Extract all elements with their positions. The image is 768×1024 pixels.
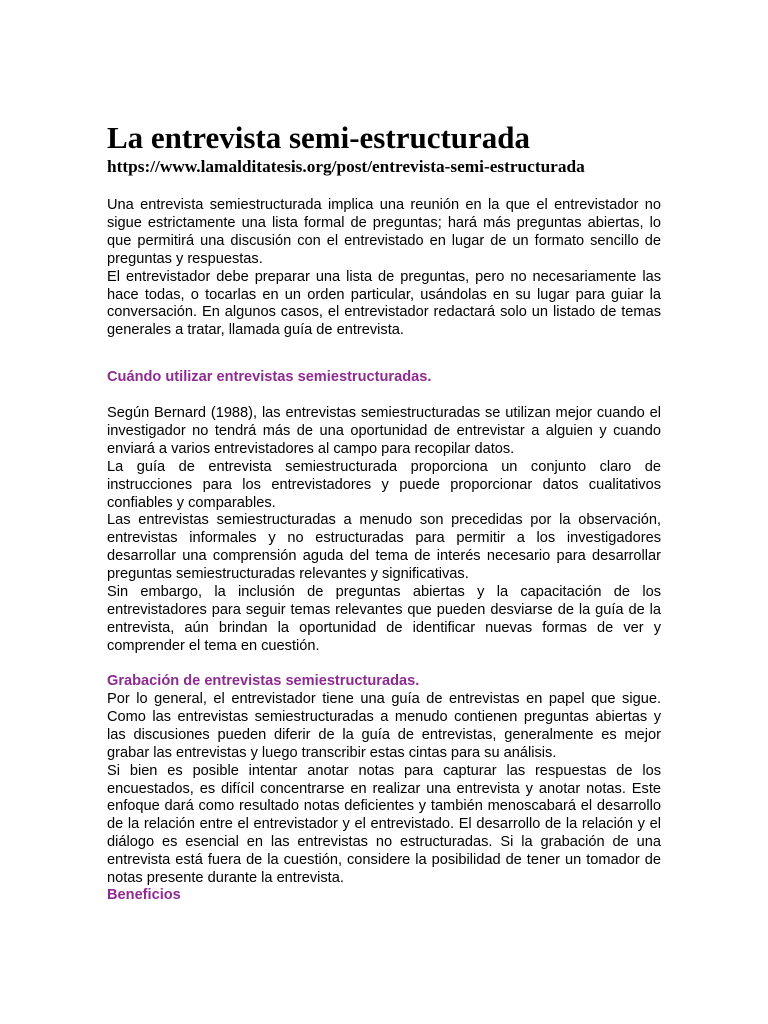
section-paragraph: Sin embargo, la inclusión de preguntas abiertas y la capacitación de los entrevistadores para seguir temas relevantes que pueden desviarse de la guía de la entrevista, aún brindan la oportunidad de identificar nuevas formas de ver y comprender el tema en cuestión. bbox=[107, 584, 661, 654]
intro-paragraph: Una entrevista semiestructurada implica una reunión en la que el entrevistador no sigue estrictamente una lista formal de preguntas; hará más preguntas abiertas, lo que permitirá una discusión con el entrevistado en lugar de un formato sencillo de preguntas y respuestas. bbox=[107, 197, 661, 267]
document-title: La entrevista semi-estructurada bbox=[107, 120, 531, 155]
section-paragraph: Por lo general, el entrevistador tiene una guía de entrevistas en papel que sigue. Como las entrevistas semiestructuradas a menudo contienen preguntas abiertas y las discusiones pueden diferir de la guía de entrevistas, generalmente es mejor grabar las entrevistas y luego transcribir estas cintas para su análisis. bbox=[107, 691, 661, 761]
intro-paragraph: El entrevistador debe preparar una lista de preguntas, pero no necesariamente las hace todas, o tocarlas en un orden particular, usándolas en su lugar para guiar la conversación. En algunos casos, el entrevistador redactará solo un listado de temas generales a tratar, llamada guía de entrevista. bbox=[107, 268, 661, 339]
section-when-to-use-heading-wrap bbox=[107, 369, 661, 387]
section-paragraph: La guía de entrevista semiestructurada proporciona un conjunto claro de instrucciones para los entrevistadores y puede proporcionar datos cualitativos confiables y comparables. bbox=[107, 458, 661, 511]
section-recording-heading-wrap bbox=[107, 673, 661, 691]
section-benefits-heading-wrap bbox=[107, 887, 661, 905]
section-heading-when-to-use: Cuándo utilizar entrevistas semiestructuradas. bbox=[107, 369, 432, 385]
section-paragraph: Si bien es posible intentar anotar notas para capturar las respuestas de los encuestados, es difícil concentrarse en realizar una entrevista y anotar notas. Este enfoque dará como resultado notas deficientes y también menoscabará el desarrollo de la relación entre el entrevistador y el entrevistado. El desarrollo de la relación y el diálogo es esencial en las entrevistas no estructuradas. Si la grabación de una entrevista está fuera de la cuestión, considere la posibilidad de tener un tomador de notas presente durante la entrevista. bbox=[107, 762, 661, 887]
section-paragraph: Según Bernard (1988), las entrevistas semiestructuradas se utilizan mejor cuando el investigador no tendrá más de una oportunidad de entrevistar a alguien y cuando enviará a varios entrevistadores al campo para recopilar datos. bbox=[107, 405, 661, 457]
section-heading-recording: Grabación de entrevistas semiestructuradas. bbox=[107, 673, 420, 689]
section-when-to-use bbox=[107, 405, 661, 656]
section-paragraph: Las entrevistas semiestructuradas a menudo son precedidas por la observación, entrevistas informales y no estructuradas para permitir a los investigadores desarrollar una comprensión aguda del tema de interés necesario para desarrollar preguntas semiestructuradas relevantes y significativas. bbox=[107, 512, 661, 583]
section-recording bbox=[107, 691, 661, 888]
source-url: https://www.lamalditatesis.org/post/entrevista-semi-estructurada bbox=[107, 157, 585, 176]
intro-section bbox=[107, 197, 661, 340]
section-heading-benefits: Beneficios bbox=[107, 887, 181, 903]
